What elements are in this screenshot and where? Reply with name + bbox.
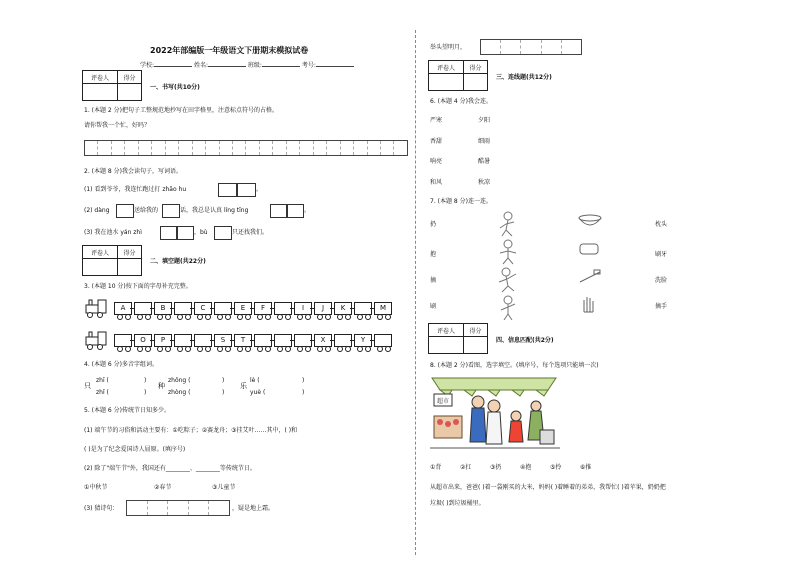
q5-opt1: ①中秋节 [84, 484, 108, 491]
q7-right-2[interactable]: 刷牙 [655, 251, 668, 258]
q1-stem: 1. (本题 2 分)把句子工整规范地抄写在田字格里，注意标点符号的占格。 [84, 107, 278, 114]
wheel-icon [385, 314, 391, 320]
q7-left-4[interactable]: 刷 [430, 303, 437, 310]
q7-stem: 7. (本题 8 分)连一连。 [430, 198, 492, 205]
score-table-1 [82, 70, 142, 101]
wheel-icon [257, 314, 263, 320]
section-1-heading: 一、书写(共10分) [150, 84, 200, 91]
pillow-icon [580, 244, 598, 254]
train-link [350, 340, 354, 341]
q2-stem: 2. (本题 8 分)我会读句子，写词语。 [84, 168, 182, 175]
exam-no-label: 考号: [301, 62, 316, 69]
train-2-car: S [214, 334, 232, 347]
q2-blank-3[interactable] [116, 204, 134, 218]
train-link [230, 340, 234, 341]
q7-people-sketches [490, 210, 530, 320]
supermarket-illustration [430, 372, 560, 454]
name-label: 姓名: [193, 62, 208, 69]
q8-paragraph-1: 从超市出来，爸爸( )着一袋刚买的大米，妈妈( )着睡着的弟弟，我帮忙( )着苹果，奶奶把 [430, 484, 666, 491]
q5-opt3: ③儿童节 [212, 484, 236, 491]
train-link [170, 308, 174, 309]
q8-option-3: ③扔 [490, 464, 502, 471]
wheel-icon [205, 346, 211, 352]
q8-option-2: ②扛 [460, 464, 472, 471]
q2-line3: (3) 我在池水 yán zhì [84, 229, 142, 236]
q8-paragraph-2: 垃圾( )到垃圾桶里。 [430, 500, 485, 507]
wheel-icon [305, 314, 311, 320]
section-4-heading: 四、信息匹配(共2分) [496, 337, 554, 344]
wheel-icon [237, 314, 243, 320]
q1-writing-grid[interactable] [84, 140, 408, 156]
wheel-icon [385, 346, 391, 352]
q2-blank-2[interactable] [236, 183, 256, 197]
q2-blank-1[interactable] [218, 183, 238, 197]
score-label: 得分 [118, 71, 142, 84]
train-1-car: B [154, 302, 172, 315]
q7-right-4[interactable]: 摘手 [655, 303, 668, 310]
train-link [330, 340, 334, 341]
wheel-icon [177, 314, 183, 320]
q8-option-4: ④抱 [520, 464, 532, 471]
wheel-icon [165, 346, 171, 352]
poly-char-3: 乐 [240, 382, 247, 390]
train-1-car: A [114, 302, 132, 315]
wheel-icon [217, 346, 223, 352]
wheel-icon [197, 314, 203, 320]
train-link [210, 340, 214, 341]
toothbrush-icon [580, 270, 600, 282]
wheel-icon [165, 314, 171, 320]
q4-stem: 4. (本题 6 分)多音字组词。 [84, 361, 158, 368]
wheel-icon [145, 314, 151, 320]
score-table-4: 评卷人 得分 [428, 323, 488, 354]
section-2-heading: 二、填空题(共22分) [150, 258, 206, 265]
wheel-icon [345, 314, 351, 320]
page-title: 2022年部编版一年级语文下册期末模拟试卷 [150, 46, 309, 55]
wheel-icon [305, 346, 311, 352]
train-2-car: T [234, 334, 252, 347]
wheel-icon [357, 346, 363, 352]
train-link [250, 308, 254, 309]
q7-left-3[interactable]: 摘 [430, 277, 437, 284]
q7-right-3[interactable]: 洗脸 [655, 277, 668, 284]
q6-left-3[interactable]: 响亮 [430, 158, 443, 165]
train-link [130, 340, 134, 341]
train-link [330, 308, 334, 309]
q2-blank-4[interactable] [162, 204, 180, 218]
train-2-car: P [154, 334, 172, 347]
wheel-icon [185, 314, 191, 320]
train-link [370, 340, 374, 341]
q2-line1: (1) 看到爷爷，我连忙跑过打 zhāo hu [84, 186, 187, 193]
q2-line2: (2) dàng [84, 207, 110, 214]
q5-line1: (1) 端午节的习俗和活动主要有：①吃粽子；②赛龙舟；③挂艾叶……其中，( )和 [84, 427, 298, 434]
train-link [350, 308, 354, 309]
train-2-car: O [134, 334, 152, 347]
q2-blank-8[interactable] [176, 226, 194, 240]
wheel-icon [257, 346, 263, 352]
wheel-icon [317, 314, 323, 320]
wheel-icon [365, 346, 371, 352]
wheel-icon [117, 314, 123, 320]
q6-right-2[interactable]: 细雨 [478, 138, 491, 145]
train-link [150, 340, 154, 341]
wheel-icon [137, 314, 143, 320]
train-1-car: J [314, 302, 332, 315]
person-sketch-2 [500, 240, 516, 264]
train-1-car: C [194, 302, 212, 315]
q7-left-1[interactable]: 扔 [430, 221, 437, 228]
q2-blank-6[interactable] [286, 204, 304, 218]
train-link [190, 308, 194, 309]
wheel-icon [117, 346, 123, 352]
train-link [130, 308, 134, 309]
wheel-icon [277, 346, 283, 352]
train-1-car: F [254, 302, 272, 315]
score-table-3: 评卷人 得分 [428, 60, 488, 91]
wheel-icon [285, 314, 291, 320]
train-1-car: M [374, 302, 392, 315]
shop-sign-text: 超市 [437, 398, 450, 405]
wheel-icon [225, 314, 231, 320]
wheel-icon [125, 346, 131, 352]
q6-left-1[interactable]: 严寒 [430, 117, 443, 124]
wheel-icon [365, 314, 371, 320]
wheel-icon [245, 314, 251, 320]
train-link [270, 308, 274, 309]
train-1-locomotive-icon [84, 298, 112, 318]
train-1-car: E [234, 302, 252, 315]
wheel-icon [277, 314, 283, 320]
q8-stem: 8. (本题 2 分)看图，选字填空。(填序号，每个选项只能填一次) [430, 362, 599, 369]
q5-poem-grid[interactable] [126, 500, 230, 516]
wheel-icon [297, 314, 303, 320]
wheel-icon [265, 314, 271, 320]
wheel-icon [125, 314, 131, 320]
wheel-icon [157, 314, 163, 320]
train-link [310, 340, 314, 341]
q8-option-5: ⑤拎 [550, 464, 562, 471]
person-sketch-4 [501, 296, 515, 320]
basin-icon [579, 215, 601, 225]
poly-char-1: 只 [84, 382, 91, 390]
q1-text: 请你帮我一个忙，好吗？ [84, 122, 151, 129]
train-link [290, 308, 294, 309]
wheel-icon [197, 346, 203, 352]
q2-blank-9[interactable] [214, 226, 232, 240]
train-link [210, 308, 214, 309]
wheel-icon [297, 346, 303, 352]
section-3-heading: 三、连线题(共12分) [496, 74, 552, 81]
wheel-icon [245, 346, 251, 352]
wheel-icon [237, 346, 243, 352]
train-link [370, 308, 374, 309]
train-2-car: Y [354, 334, 372, 347]
train-1-car: K [334, 302, 352, 315]
train-2-car: X [314, 334, 332, 347]
reviewer-label: 评卷人 [83, 71, 118, 84]
q6-right-3[interactable]: 酷暑 [478, 158, 491, 165]
q6-right-4[interactable]: 秋凉 [478, 179, 491, 186]
q5-line3: (2) 除了"端午节"外，我国还有________、________等传统节日。 [84, 465, 256, 472]
wheel-icon [325, 346, 331, 352]
q5-line4: (3) 猜诗句： [84, 505, 119, 512]
q6-left-4[interactable]: 和风 [430, 179, 443, 186]
wheel-icon [345, 346, 351, 352]
train-1-car: I [294, 302, 312, 315]
glove-icon [584, 297, 593, 312]
wheel-icon [357, 314, 363, 320]
q5-stem: 5. (本题 6 分)传统节日知多少。 [84, 407, 170, 414]
score-table-2: 评卷人 得分 [82, 245, 142, 276]
q8-option-1: ①背 [430, 464, 442, 471]
poem-grid[interactable] [480, 39, 582, 55]
wheel-icon [185, 346, 191, 352]
wheel-icon [377, 346, 383, 352]
q6-stem: 6. (本题 4 分)我会连。 [430, 98, 492, 105]
wheel-icon [205, 314, 211, 320]
train-2-car[interactable] [374, 334, 392, 347]
wheel-icon [317, 346, 323, 352]
q6-right-1[interactable]: 夕阳 [478, 117, 491, 124]
wheel-icon [265, 346, 271, 352]
wheel-icon [377, 314, 383, 320]
wheel-icon [337, 314, 343, 320]
train-link [290, 340, 294, 341]
header-fields [140, 62, 354, 70]
school-label: 学校: [140, 62, 155, 69]
wheel-icon [225, 346, 231, 352]
q6-left-2[interactable]: 香甜 [430, 138, 443, 145]
train-link [250, 340, 254, 341]
wheel-icon [325, 314, 331, 320]
wheel-icon [145, 346, 151, 352]
q3-stem: 3. (本题 10 分)按下面的字母补充完整。 [84, 283, 192, 290]
wheel-icon [137, 346, 143, 352]
q5-line2: ( )是为了纪念爱国诗人屈原。(填序号) [84, 446, 186, 453]
person-sketch-1 [500, 212, 514, 236]
wheel-icon [285, 346, 291, 352]
q8-option-6: ⑥推 [580, 464, 592, 471]
column-divider [415, 30, 416, 555]
class-label: 班级: [247, 62, 262, 69]
train-link [150, 308, 154, 309]
train-link [170, 340, 174, 341]
wheel-icon [157, 346, 163, 352]
train-link [310, 308, 314, 309]
q5-opt2: ②春节 [154, 484, 172, 491]
wheel-icon [337, 346, 343, 352]
poem-line: 举头望明月， [430, 44, 467, 51]
q7-right-1[interactable]: 枕头 [655, 221, 668, 228]
q7-object-icons [576, 212, 606, 318]
train-link [270, 340, 274, 341]
train-2-locomotive-icon [84, 330, 112, 350]
wheel-icon [177, 346, 183, 352]
wheel-icon [217, 314, 223, 320]
q7-left-2[interactable]: 抱 [430, 251, 437, 258]
train-link [230, 308, 234, 309]
person-sketch-3 [499, 268, 516, 292]
poly-char-2: 种 [158, 382, 165, 390]
train-link [190, 340, 194, 341]
